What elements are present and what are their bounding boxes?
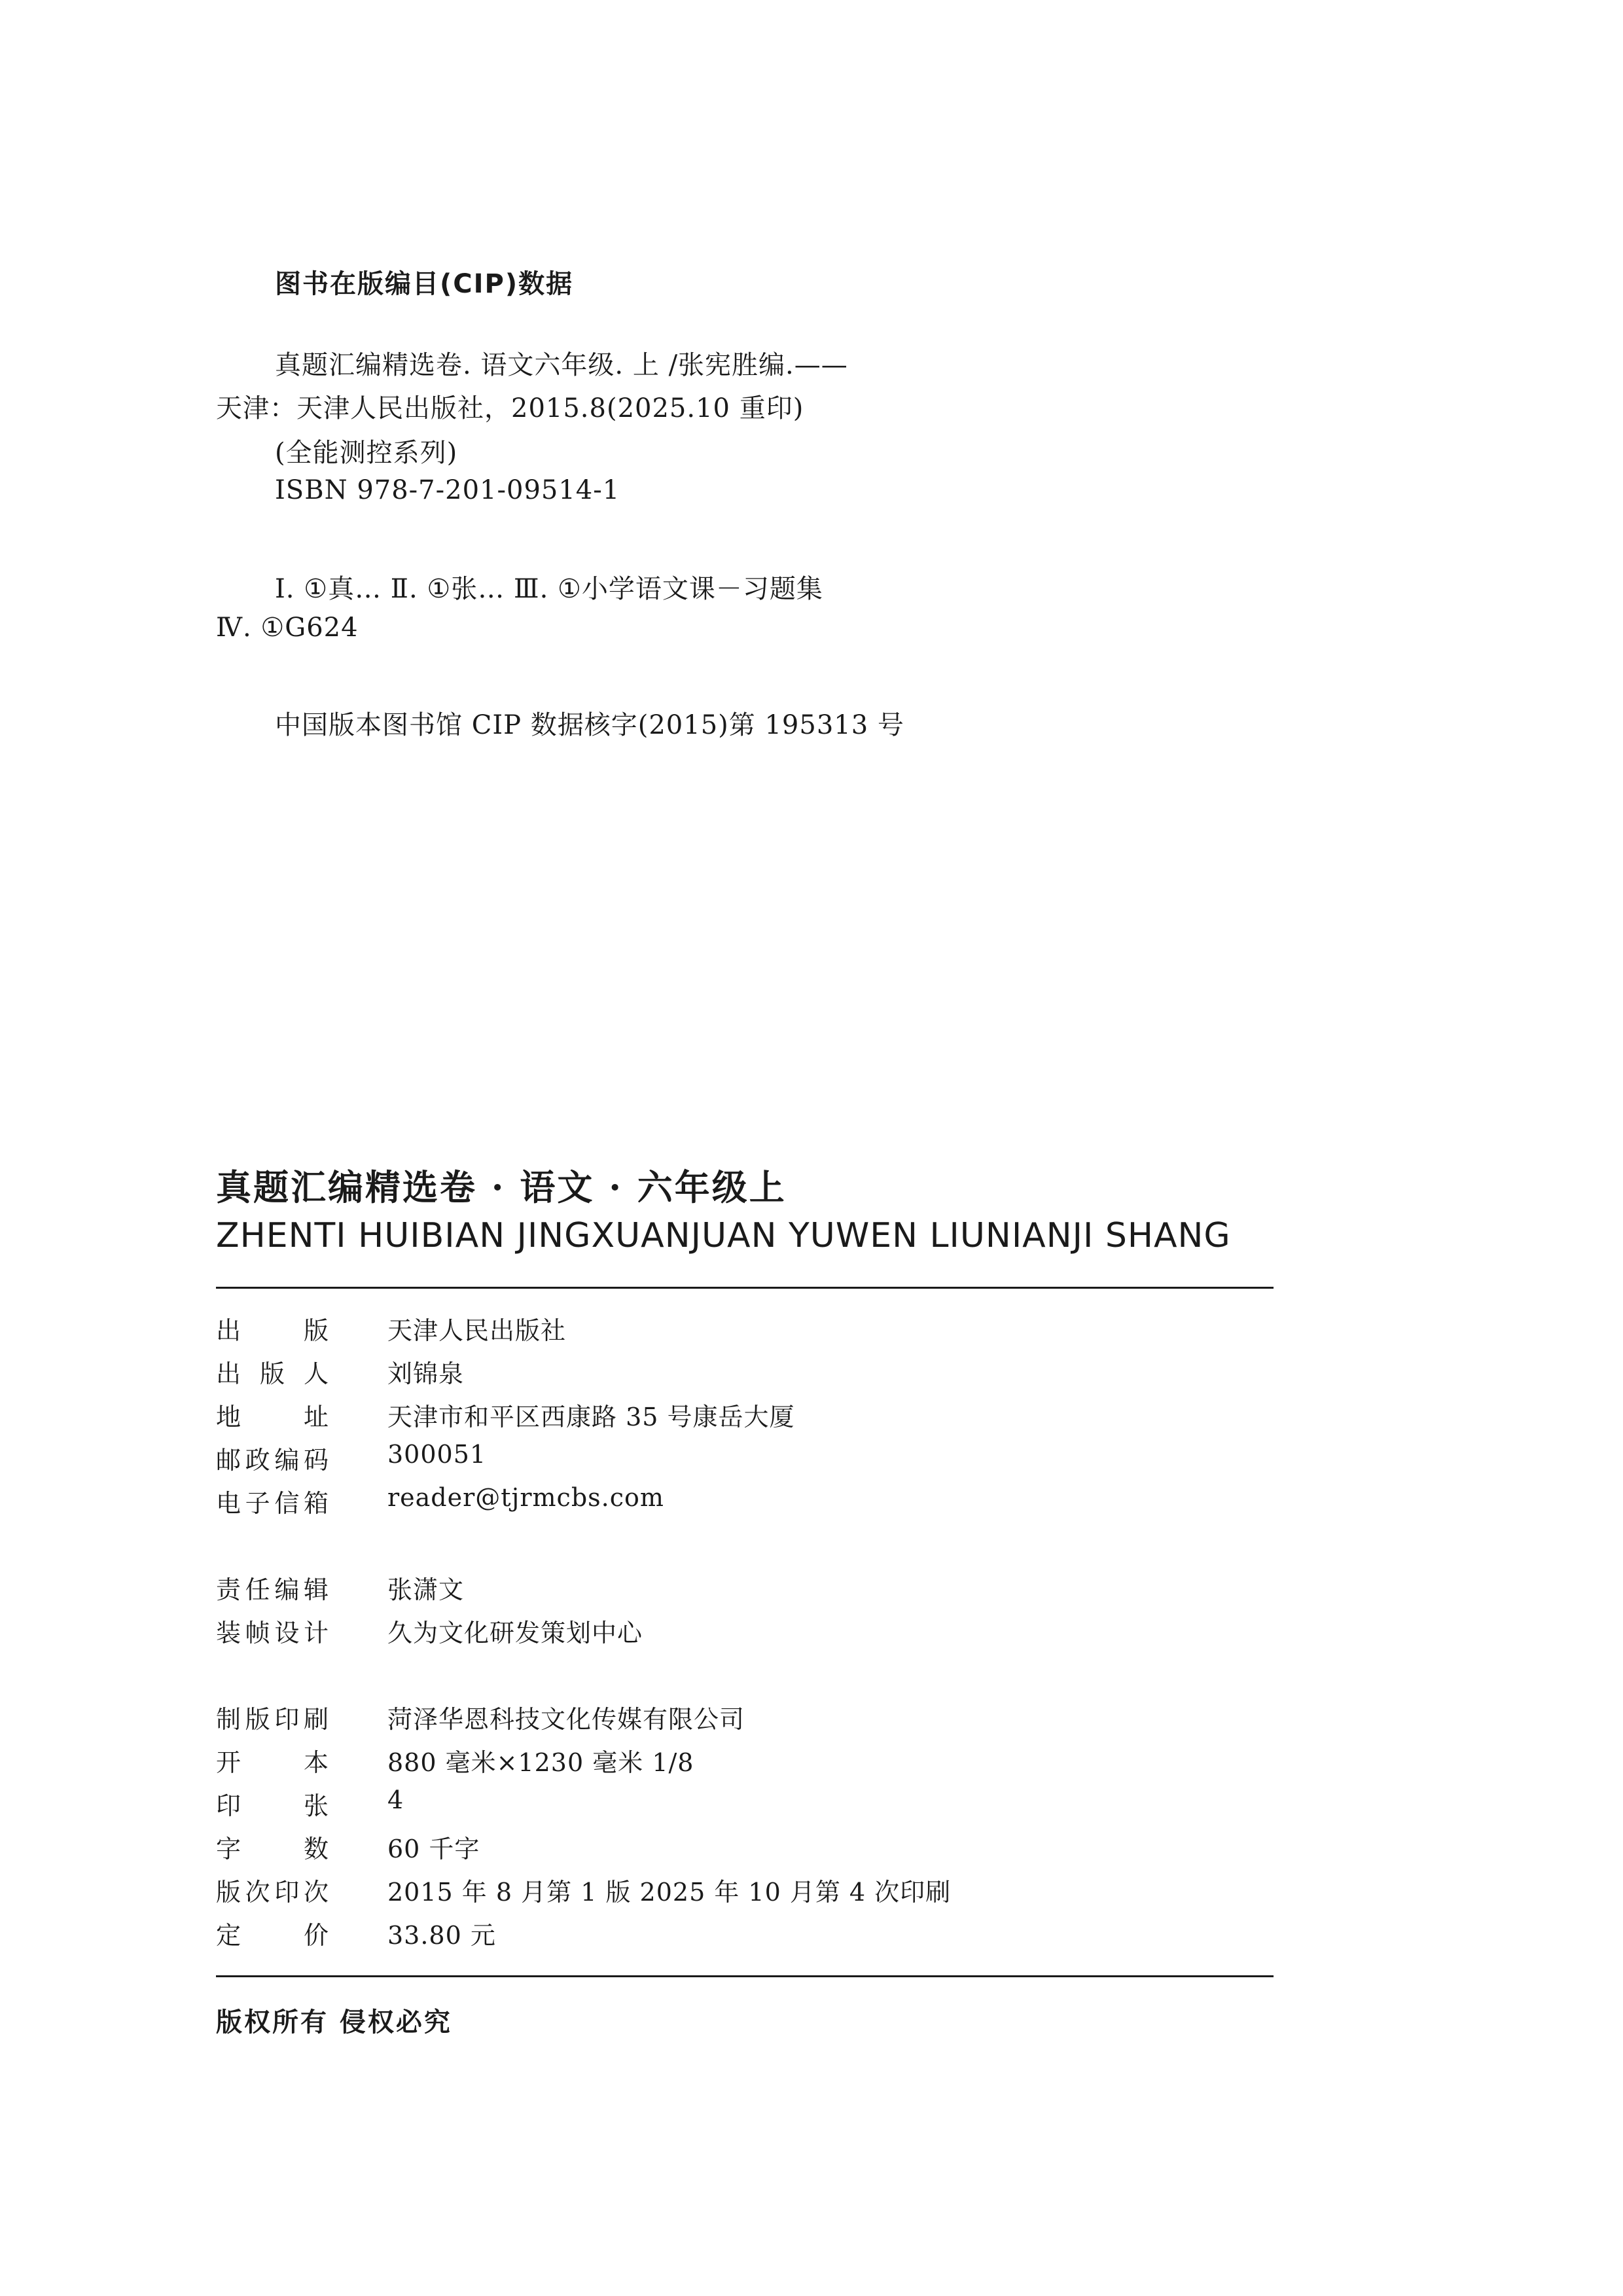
info-label: 责 任 编 辑 bbox=[216, 1575, 329, 1604]
info-value: 天津市和平区西康路 35 号康岳大厦 bbox=[387, 1403, 795, 1431]
info-value: 880 毫米×1230 毫米 1/8 bbox=[387, 1748, 694, 1777]
info-label: 制 版 印 刷 bbox=[216, 1705, 329, 1734]
bottom-divider bbox=[216, 1975, 1274, 1977]
top-divider bbox=[216, 1287, 1274, 1289]
info-label: 定 价 bbox=[216, 1921, 329, 1950]
book-title: 真题汇编精选卷 · 语文 · 六年级上 bbox=[216, 1166, 787, 1208]
info-label: 电 子 信 箱 bbox=[216, 1489, 329, 1518]
info-label: 邮 政 编 码 bbox=[216, 1446, 329, 1475]
info-label: 开 本 bbox=[216, 1748, 329, 1777]
cip-isbn-line: ISBN 978-7-201-09514-1 bbox=[275, 475, 620, 505]
cip-publisher-line: 天津：天津人民出版社，2015.8(2025.10 重印) bbox=[216, 393, 804, 423]
info-value-email[interactable]: reader@tjrmcbs.com bbox=[387, 1483, 664, 1512]
info-value: 2015 年 8 月第 1 版 2025 年 10 月第 4 次印刷 bbox=[387, 1878, 952, 1907]
info-value: 300051 bbox=[387, 1440, 487, 1469]
info-value: 久为文化研发策划中心 bbox=[387, 1619, 643, 1647]
info-value: 刘锦泉 bbox=[387, 1359, 465, 1388]
info-value: 60 千字 bbox=[387, 1835, 480, 1863]
copyright-notice: 版权所有 侵权必究 bbox=[216, 2007, 452, 2037]
cip-record-line: 中国版本图书馆 CIP 数据核字(2015)第 195313 号 bbox=[275, 710, 904, 740]
info-label: 印 张 bbox=[216, 1791, 329, 1820]
cip-title-line: 真题汇编精选卷. 语文六年级. 上 /张宪胜编.—— bbox=[275, 350, 848, 380]
info-label: 版 次 印 次 bbox=[216, 1878, 329, 1907]
info-label: 出 版 人 bbox=[216, 1359, 329, 1388]
cip-classification-line: Ⅳ. ①G624 bbox=[216, 613, 359, 643]
cip-series-line: (全能测控系列) bbox=[275, 438, 458, 468]
info-value: 菏泽华恩科技文化传媒有限公司 bbox=[387, 1705, 745, 1734]
info-label: 装 帧 设 计 bbox=[216, 1619, 329, 1647]
info-value: 张潇文 bbox=[387, 1575, 465, 1604]
info-value: 33.80 元 bbox=[387, 1921, 496, 1950]
cip-subject-line: Ⅰ. ①真… Ⅱ. ①张… Ⅲ. ①小学语文课－习题集 bbox=[275, 574, 823, 604]
info-label: 出 版 bbox=[216, 1316, 329, 1345]
info-value: 4 bbox=[387, 1785, 404, 1814]
cip-heading: 图书在版编目(CIP)数据 bbox=[275, 269, 574, 299]
info-label: 地 址 bbox=[216, 1403, 329, 1431]
book-title-pinyin: ZHENTI HUIBIAN JINGXUANJUAN YUWEN LIUNIANJI SHANG bbox=[216, 1216, 1231, 1255]
info-label: 字 数 bbox=[216, 1835, 329, 1863]
info-value: 天津人民出版社 bbox=[387, 1316, 567, 1345]
